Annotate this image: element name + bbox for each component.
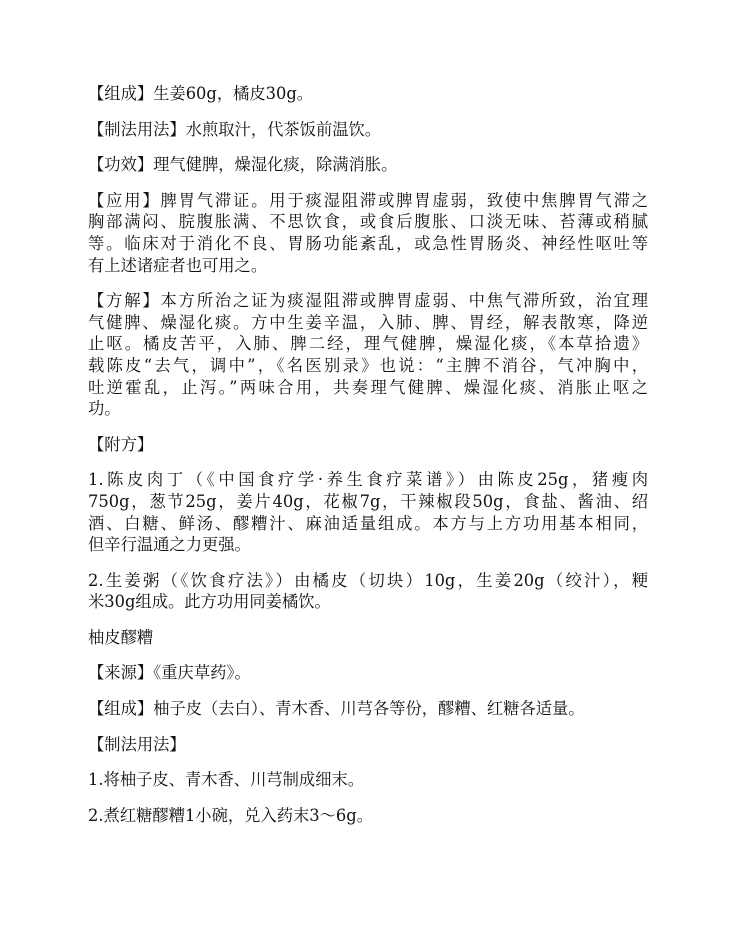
paragraph-composition [88, 83, 648, 105]
text-line: 【组成】生姜60g，橘皮30g。 [88, 84, 314, 103]
text-line: 【组成】柚子皮（去白）、青木香、川芎各等份，醪糟、红糖各适量。 [88, 699, 585, 719]
paragraph-appendix-heading [88, 434, 648, 456]
document-page [88, 83, 648, 840]
text-line: 载陈皮“去气，调中”，《名医别录》也说：“主脾不消谷，气冲胸中， [88, 355, 648, 375]
text-line: 【附方】 [88, 434, 154, 454]
text-line: 【制法用法】水煎取汁，代茶饭前温饮。 [88, 119, 382, 139]
paragraph-composition-2 [88, 698, 648, 720]
text-line: 【制法用法】 [88, 734, 186, 754]
text-line: 气健脾、燥湿化痰。方中生姜辛温，入肺、脾、胃经，解表散寒，降逆 [88, 312, 648, 332]
paragraph-step-2 [88, 805, 648, 827]
paragraph-preparation [88, 119, 648, 141]
text-line: 柚皮醪糟 [88, 627, 154, 647]
text-line: 1.将柚子皮、青木香、川芎制成细末。 [88, 770, 365, 790]
text-line: 2.生姜粥（《饮食疗法》）由橘皮（切块）10g，生姜20g（绞汁），粳 [88, 570, 648, 590]
text-line: 等。临床对于消化不良、胃肠功能紊乱，或急性胃肠炎、神经性呕吐等 [88, 233, 648, 253]
paragraph-preparation-heading [88, 734, 648, 756]
text-line: 2.煮红糖醪糟1小碗，兑入药末3～6g。 [88, 805, 373, 825]
text-line: 但辛行温通之力更强。 [88, 535, 251, 555]
paragraph-source [88, 662, 648, 684]
section-title-youpi-laozao [88, 627, 648, 649]
text-line: 【功效】理气健脾，燥湿化痰，除满消胀。 [88, 155, 398, 175]
paragraph-appendix-item-2 [88, 570, 648, 613]
text-line: 750g，葱节25g，姜片40g，花椒7g，干辣椒段50g，食盐、酱油、绍 [88, 491, 648, 511]
text-line: 吐逆霍乱，止泻。”两味合用，共奏理气健脾、燥湿化痰、消胀止呕之 [88, 377, 648, 397]
text-line: 米30g组成。此方功用同姜橘饮。 [88, 592, 331, 612]
paragraph-appendix-item-1 [88, 469, 648, 555]
paragraph-efficacy [88, 154, 648, 176]
text-line: 胸部满闷、脘腹胀满、不思饮食，或食后腹胀、口淡无味、苔薄或稍腻 [88, 212, 648, 232]
text-line: 【应用】脾胃气滞证。用于痰湿阻滞或脾胃虚弱，致使中焦脾胃气滞之 [88, 190, 648, 210]
text-line: 【来源】《重庆草药》。 [88, 663, 251, 683]
paragraph-step-1 [88, 769, 648, 791]
paragraph-analysis [88, 290, 648, 420]
text-line: 酒、白糖、鲜汤、醪糟汁、麻油适量组成。本方与上方功用基本相同， [88, 513, 648, 533]
text-line: 有上述诸症者也可用之。 [88, 255, 268, 275]
text-line: 1.陈皮肉丁（《中国食疗学·养生食疗菜谱》）由陈皮25g，猪瘦肉 [88, 470, 648, 490]
paragraph-application [88, 190, 648, 276]
text-line: 【方解】本方所治之证为痰湿阻滞或脾胃虚弱、中焦气滞所致，治宜理 [88, 291, 648, 311]
text-line: 功。 [88, 399, 121, 419]
text-line: 止呕。橘皮苦平，入肺、脾二经，理气健脾，燥湿化痰，《本草拾遗》 [88, 334, 648, 354]
